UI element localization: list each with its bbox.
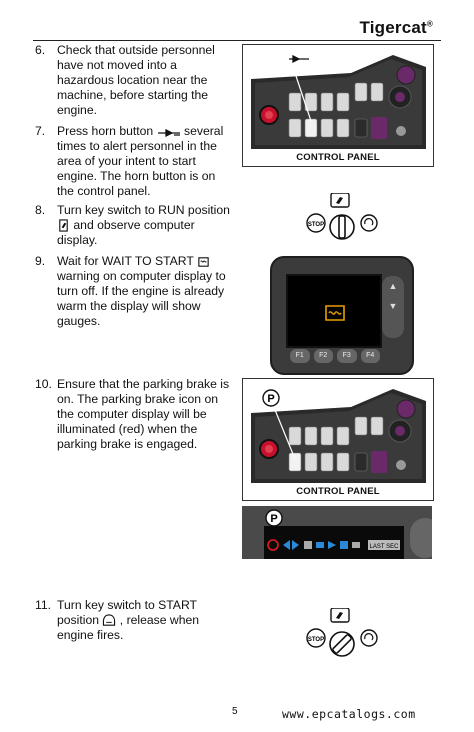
horn-icon [157,128,181,138]
step-text: Turn key switch to START position , release when engine fires. [57,598,200,642]
key-switch-start-figure [306,608,382,660]
arrow-button-stack[interactable] [410,518,432,558]
status-icon-row [266,538,402,552]
step-number: 11. [35,598,52,612]
key-switch-run-figure [306,193,382,245]
step-number: 8. [35,203,46,217]
wait-to-start-icon [197,255,210,268]
control-panel-figure-parking [242,378,434,501]
step-number: 10. [35,377,52,391]
stop-label: STOP [307,222,325,228]
step-text: Wait for WAIT TO START warning on computer display to turn off. If the engine is already warm the display will show gauges. [57,254,226,328]
panel-caption: CONTROL PANEL [296,486,380,497]
parking-label: P [267,393,275,405]
control-panel-illustration [243,379,433,485]
key-f1[interactable]: F1 [290,349,310,363]
step-8 [35,203,230,248]
function-keys [290,349,380,363]
display-closeup-figure [242,506,432,559]
step-10 [35,377,230,452]
control-panel-illustration [243,45,433,151]
display-screen [286,274,382,348]
step-9 [35,254,230,329]
step-6 [35,43,230,118]
step-text: Check that outside personnel have not moved into a hazardous location near the machine, before starting the engine. [57,43,215,117]
parking-brake-icon [262,508,286,528]
key-f3[interactable]: F3 [337,349,357,363]
run-position-icon [57,219,70,232]
panel-caption: CONTROL PANEL [296,152,380,163]
up-arrow-icon[interactable]: ▲ [388,281,398,291]
horn-icon [289,56,309,62]
step-number: 6. [35,43,46,57]
down-arrow-icon[interactable]: ▼ [388,301,398,311]
arrow-button-stack[interactable] [382,276,404,338]
control-panel-figure-horn [242,44,434,167]
page-number: 5 [232,706,238,717]
step-text: Ensure that the parking brake is on. The parking brake icon on the computer display will be illuminated (red) when the parking brake is engaged. [57,377,230,451]
step-number: 9. [35,254,46,268]
start-position-icon [102,614,116,627]
parking-label: P [270,513,278,525]
stop-label: STOP [307,637,325,643]
display-screen [264,526,404,559]
brand-logo: Tigercat® [359,18,433,37]
header-rule [33,40,441,41]
step-number: 7. [35,124,46,138]
key-f4[interactable]: F4 [361,349,381,363]
key-f2[interactable]: F2 [314,349,334,363]
step-text: Press horn button several times to alert personnel in the area of your intent to start engine. The horn button is on the control panel. [57,124,224,198]
computer-display-figure [270,256,414,375]
step-text: Turn key switch to RUN position and observe computer display. [57,203,230,247]
step-7 [35,124,230,199]
footer-url[interactable]: www.epcatalogs.com [282,707,416,721]
screen-label: LAST SEC [369,544,399,550]
wait-to-start-icon [324,302,346,322]
step-11 [35,598,230,643]
parking-brake-icon [268,540,278,550]
